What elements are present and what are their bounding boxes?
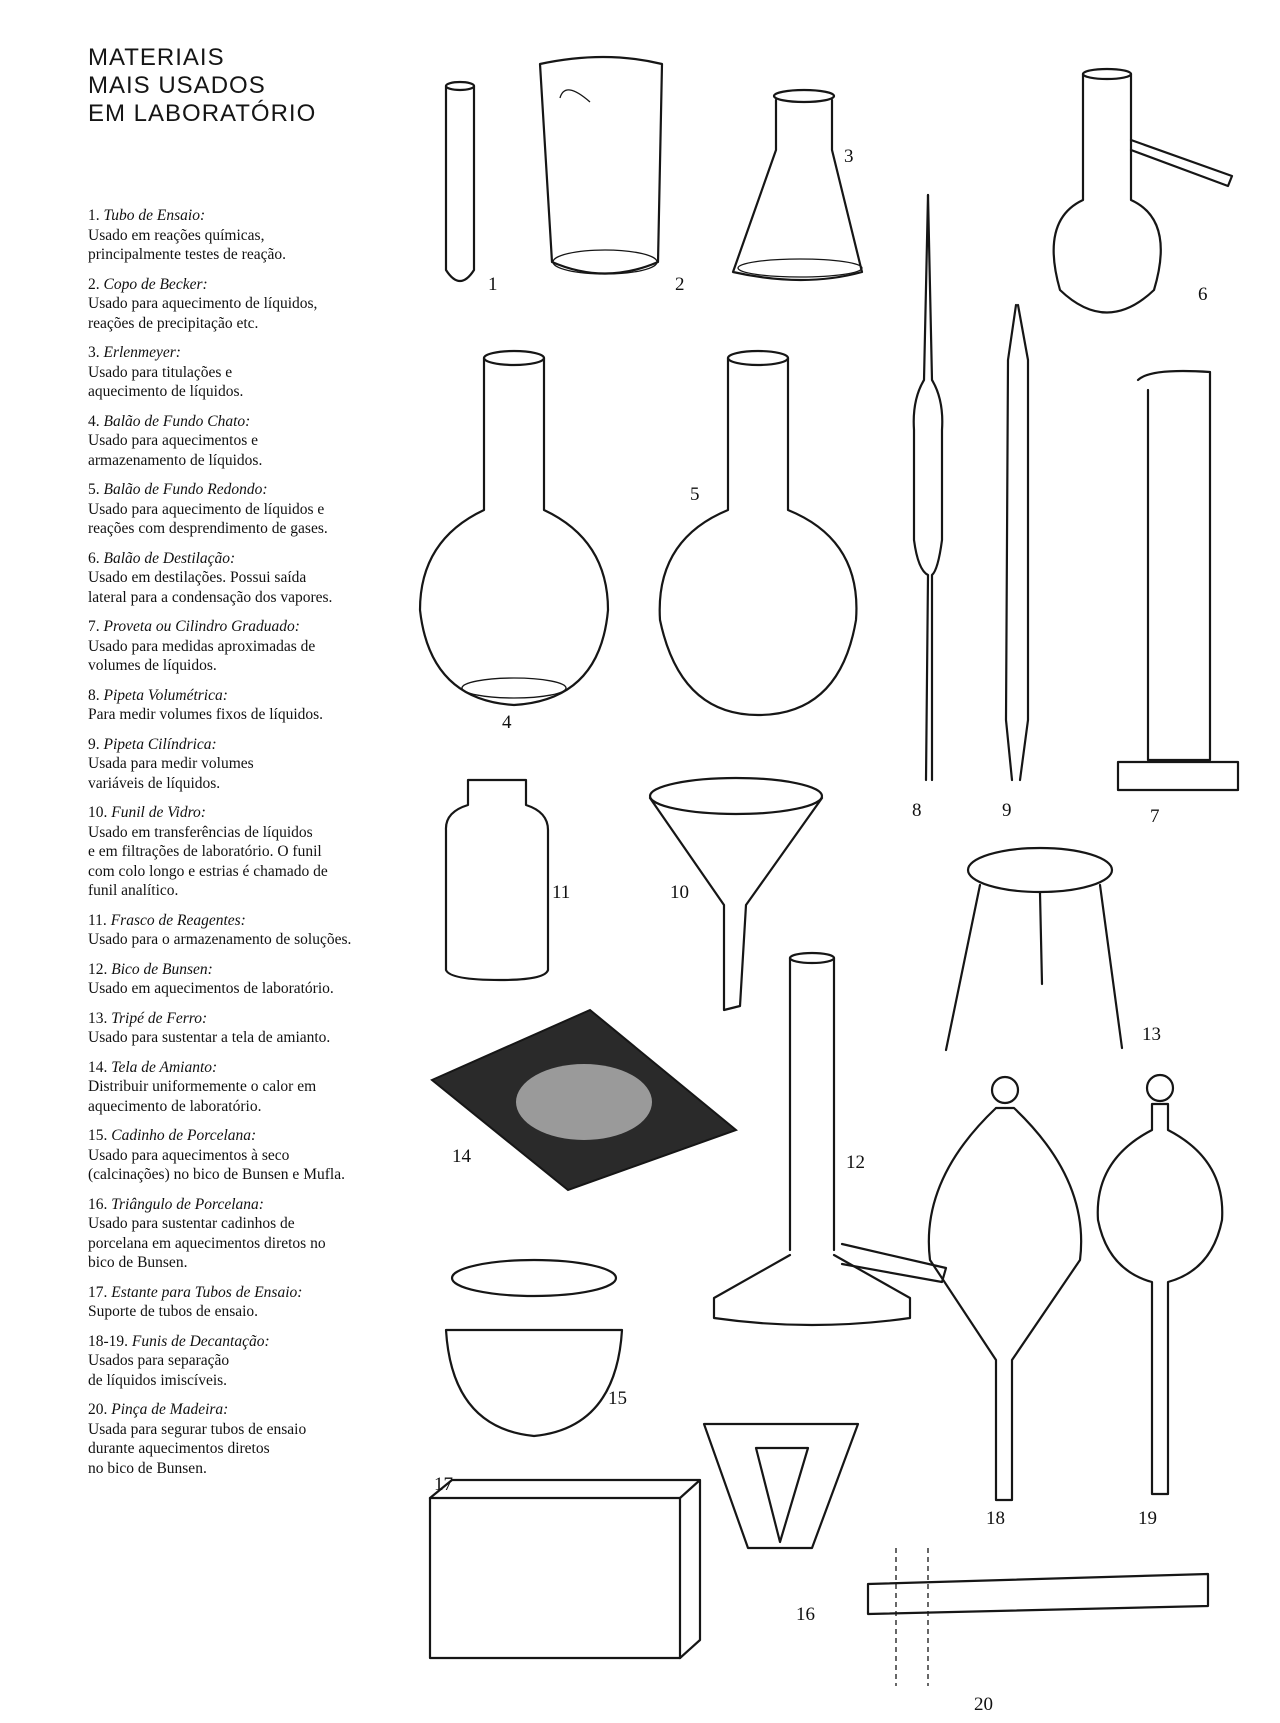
figure-label-16: 16 bbox=[796, 1604, 815, 1625]
legend-entry-number: 1. bbox=[88, 207, 100, 224]
legend-entry-description: Para medir volumes fixos de líquidos. bbox=[88, 706, 324, 723]
legend-entry-description: Usado para aquecimentos à seco (calcinações) no bico de Bunsen e Mufla. bbox=[88, 1146, 345, 1183]
legend-entry-number: 4. bbox=[88, 412, 100, 430]
legend-entry-number: 15. bbox=[88, 1127, 108, 1144]
legend-entry-name: Pinça de Madeira: bbox=[111, 1401, 229, 1418]
legend-entry-name: Tubo de Ensaio: bbox=[103, 207, 206, 224]
test-tube-rack-drawing bbox=[430, 1480, 700, 1658]
legend-entry-name: Estante para Tubos de Ensaio: bbox=[111, 1283, 303, 1301]
legend-entry-name: Funis de Decantação: bbox=[131, 1332, 270, 1350]
legend-entry-name: Balão de Fundo Redondo: bbox=[103, 481, 268, 498]
legend-entry-number: 7. bbox=[88, 618, 100, 635]
legend-entry-description: Distribuir uniformemente o calor em aquecimento de laboratório. bbox=[88, 1078, 317, 1115]
legend-entry-number: 3. bbox=[88, 344, 100, 361]
legend-entry-name: Pipeta Cilíndrica: bbox=[103, 735, 217, 753]
legend-entry-name: Balão de Destilação: bbox=[103, 549, 236, 567]
legend-entry-description: Usado para aquecimento de líquidos e reações com desprendimento de gases. bbox=[88, 500, 328, 537]
legend-entry-number: 10. bbox=[88, 804, 108, 821]
legend-entry-name: Funil de Vidro: bbox=[111, 804, 206, 821]
legend-entry-description: Usado em destilações. Possui saída lateral para a condensação dos vapores. bbox=[88, 569, 333, 606]
figure-label-19: 19 bbox=[1138, 1508, 1157, 1529]
separatory-funnel-globe-drawing bbox=[1098, 1075, 1223, 1494]
legend-entry-number: 11. bbox=[88, 911, 107, 929]
legend-entry-number: 13. bbox=[88, 1009, 108, 1027]
legend-entry-number: 5. bbox=[88, 481, 100, 498]
legend-entry-description: Usado para o armazenamento de soluções. bbox=[88, 931, 352, 948]
legend-entry-description: Usados para separação de líquidos imiscíveis. bbox=[88, 1352, 230, 1389]
figure-label-4: 4 bbox=[502, 712, 512, 733]
figure-label-17: 17 bbox=[434, 1474, 453, 1495]
legend-entry-name: Copo de Becker: bbox=[103, 275, 208, 293]
iron-tripod-drawing bbox=[946, 848, 1122, 1050]
title-line-3: EM LABORATÓRIO bbox=[88, 100, 317, 127]
figure-label-7: 7 bbox=[1150, 806, 1160, 827]
legend-entry-name: Erlenmeyer: bbox=[103, 344, 181, 361]
legend-entry-number: 16. bbox=[88, 1195, 108, 1213]
legend-entry-number: 17. bbox=[88, 1283, 108, 1301]
beaker-drawing bbox=[540, 57, 662, 274]
clay-triangle-drawing bbox=[704, 1424, 858, 1548]
figure-label-3: 3 bbox=[844, 146, 854, 167]
legend-entry-description: Usada para segurar tubos de ensaio durante aquecimentos diretos no bico de Bunsen. bbox=[88, 1420, 307, 1477]
figure-label-13: 13 bbox=[1142, 1024, 1161, 1045]
round-bottom-flask-drawing bbox=[660, 351, 857, 715]
wire-gauze-drawing bbox=[432, 1010, 736, 1190]
figure-label-5: 5 bbox=[690, 484, 700, 505]
legend-entry-number: 8. bbox=[88, 686, 100, 704]
legend-entry-number: 18-19. bbox=[88, 1332, 129, 1350]
figure-label-11: 11 bbox=[552, 882, 571, 903]
legend-entry-description: Usado para medidas aproximadas de volumes de líquidos. bbox=[88, 637, 316, 674]
title-line-2: MAIS USADOS bbox=[88, 72, 266, 99]
figure-label-14: 14 bbox=[452, 1146, 471, 1167]
legend-entry-description: Usado para aquecimentos e armazenamento de líquidos. bbox=[88, 432, 263, 469]
legend-entry-number: 20. bbox=[88, 1401, 108, 1418]
legend-entry-name: Tela de Amianto: bbox=[111, 1058, 218, 1076]
volumetric-pipette-drawing bbox=[914, 195, 943, 780]
legend-entry-number: 12. bbox=[88, 960, 108, 978]
legend-entry-description: Usado em reações químicas, principalmente testes de reação. bbox=[88, 226, 286, 263]
figure-label-6: 6 bbox=[1198, 284, 1208, 305]
legend-entry-description: Usado para aquecimento de líquidos, reações de precipitação etc. bbox=[88, 295, 318, 332]
legend-entry-name: Proveta ou Cilindro Graduado: bbox=[103, 618, 300, 635]
distillation-flask-drawing bbox=[1054, 69, 1232, 313]
flat-bottom-flask-drawing bbox=[420, 351, 608, 705]
test-tube-drawing bbox=[446, 82, 474, 281]
separatory-funnel-pear-drawing bbox=[929, 1077, 1081, 1500]
legend-entry-description: Usado para sustentar cadinhos de porcelana em aquecimentos diretos no bico de Bunsen. bbox=[88, 1215, 326, 1271]
figure-label-20: 20 bbox=[974, 1694, 993, 1715]
figure-label-18: 18 bbox=[986, 1508, 1005, 1529]
legend-entry-number: 9. bbox=[88, 735, 100, 753]
figure-label-12: 12 bbox=[846, 1152, 865, 1173]
reagent-bottle-drawing bbox=[446, 780, 548, 980]
bunsen-burner-drawing bbox=[714, 953, 946, 1325]
graduated-cylinder-drawing bbox=[1118, 371, 1238, 790]
legend-entry-description: Suporte de tubos de ensaio. bbox=[88, 1303, 259, 1320]
legend-entry-description: Usado em transferências de líquidos e em filtrações de laboratório. O funil com colo longo e estrias é chamado de funil analítico. bbox=[88, 823, 328, 899]
legend-entry-name: Bico de Bunsen: bbox=[111, 960, 213, 978]
crucible-drawing bbox=[446, 1260, 622, 1436]
figure-label-9: 9 bbox=[1002, 800, 1012, 821]
legend-entry-name: Pipeta Volumétrica: bbox=[103, 686, 228, 704]
legend-entry-name: Balão de Fundo Chato: bbox=[103, 412, 251, 430]
figure-label-1: 1 bbox=[488, 274, 498, 295]
figure-label-2: 2 bbox=[675, 274, 685, 295]
figure-label-8: 8 bbox=[912, 800, 922, 821]
legend-entry-name: Triângulo de Porcelana: bbox=[111, 1195, 264, 1213]
legend-entry-name: Frasco de Reagentes: bbox=[110, 911, 246, 929]
erlenmeyer-drawing bbox=[733, 90, 862, 280]
legend-entry-number: 14. bbox=[88, 1058, 108, 1076]
graduated-pipette-drawing bbox=[1006, 305, 1028, 780]
legend-entry-number: 2. bbox=[88, 275, 100, 293]
figure-label-15: 15 bbox=[608, 1388, 627, 1409]
legend-entry-name: Tripé de Ferro: bbox=[111, 1009, 208, 1027]
legend-entry-description: Usado para titulações e aquecimento de líquidos. bbox=[88, 363, 244, 400]
legend-entry-number: 6. bbox=[88, 549, 100, 567]
figure-label-10: 10 bbox=[670, 882, 689, 903]
legend-entry-name: Cadinho de Porcelana: bbox=[111, 1127, 257, 1144]
title-line-1: MATERIAIS bbox=[88, 44, 225, 71]
legend-entry-description: Usado em aquecimentos de laboratório. bbox=[88, 980, 334, 997]
legend-entry-description: Usado para sustentar a tela de amianto. bbox=[88, 1029, 331, 1046]
wooden-clamp-drawing bbox=[868, 1548, 1208, 1686]
legend-entry-description: Usada para medir volumes variáveis de líquidos. bbox=[88, 755, 254, 792]
